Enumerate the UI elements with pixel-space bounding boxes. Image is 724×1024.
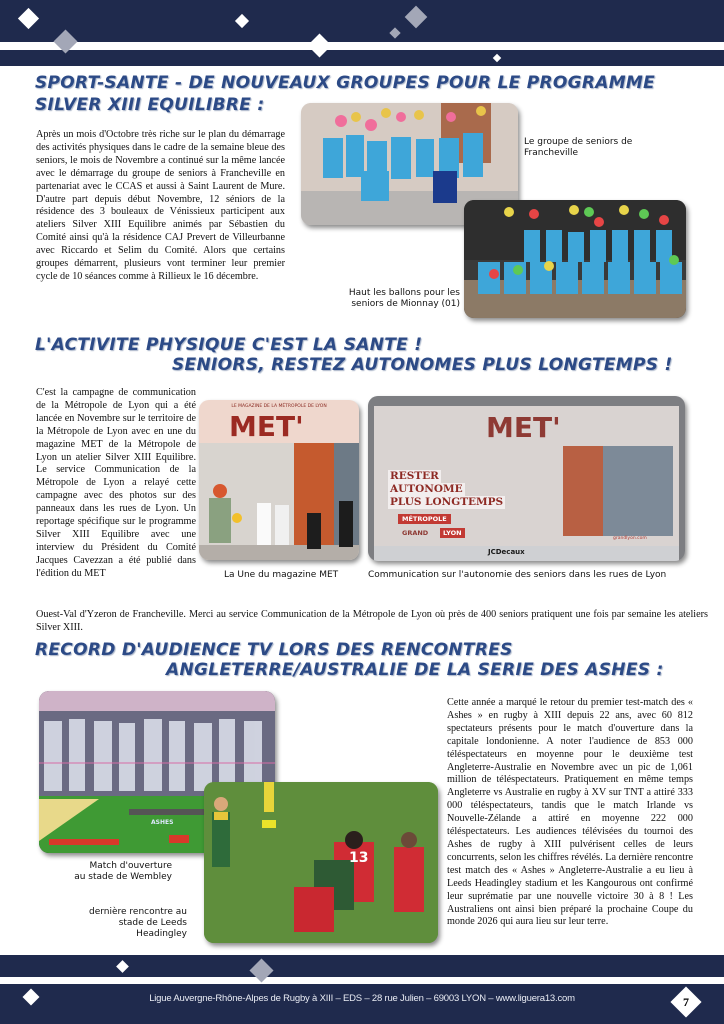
met-magazine-cover (199, 400, 359, 560)
player-jersey-number: 13 (349, 850, 369, 866)
slogan-line: PLUS LONGTEMPS (390, 496, 504, 508)
footer-band-top (0, 955, 724, 977)
header-band-top (0, 0, 724, 42)
header-band-bottom (0, 50, 724, 66)
magazine-logo: MET' (229, 410, 304, 443)
photo-caption: Communication sur l'autonomie des seniors dans les rues de Lyon (368, 570, 667, 580)
climbing-wall-illustration (199, 443, 359, 560)
billboard-photo (368, 396, 685, 561)
billboard-logo: MET' (486, 411, 561, 444)
footer-band-bottom (0, 984, 724, 1024)
slogan-line: AUTONOME (390, 483, 463, 495)
caption-line: seniors de Mionnay (01) (351, 299, 460, 309)
caption-line: Headingley (136, 929, 187, 939)
footer-address: Ligue Auvergne-Rhône-Alpes de Rugby à XIII – EDS – 28 rue Julien – 69003 LYON – www.liguera13.com (149, 993, 575, 1004)
section-title: RECORD D'AUDIENCE TV LORS DES RENCONTRES (35, 640, 513, 660)
section-title-line2: ANGLETERRE/AUSTRALIE DE LA SERIE DES ASHES : (166, 660, 664, 680)
page-header-banner (0, 0, 724, 66)
caption-line: Le groupe de seniors de (524, 137, 633, 147)
page-number-badge (670, 986, 701, 1017)
caption-line: Francheville (524, 148, 578, 158)
billboard-url: grandlyon.com (613, 536, 647, 541)
photo-caption: La Une du magazine MET (224, 570, 339, 580)
jcdecaux-logo: JCDecaux (488, 548, 525, 556)
photo-caption (336, 288, 460, 310)
caption-line: stade de Leeds (118, 918, 187, 928)
article-body: Après un mois d'Octobre très riche sur le plan du démarrage des activités physiques dans le cadre de la semaine bleue des seniors, le mois de Novembre a continué sur la même lancée avec le démarrage du groupe de seniors à Francheville en partenariat avec le CCAS et aussi à Saint Laurent de Mure. D'autre part depuis début Novembre, 12 séniors de la résidence des 3 bouleaux de Vénissieux participent aux ateliers Silver XIII Equilibre animés par Sébastien du Comité ainsi qu'à la résidence CAJ Prevert de Villeurbanne avec Riccardo et Selim du Comité. Alors que certains groupes démarrent, plusieurs vont terminer leur premier cycle de 10 séances comme à Rillieux le 16 décembre. (36, 129, 285, 282)
caption-line: Match d'ouverture (89, 861, 172, 871)
section-title: L'ACTIVITE PHYSIQUE C'EST LA SANTE ! (35, 335, 423, 355)
photo-caption (68, 861, 172, 883)
billboard-brand-grand: GRAND (402, 529, 429, 537)
page-number: 7 (683, 994, 689, 1009)
group-photo-illustration (464, 200, 686, 318)
section-title: SPORT-SANTE - DE NOUVEAUX GROUPES POUR LE PROGRAMME (35, 73, 656, 93)
rugby-match-illustration (204, 782, 438, 943)
section-title-line2: SENIORS, RESTEZ AUTONOMES PLUS LONGTEMPS ! (172, 355, 673, 375)
billboard-brand: MÉTROPOLE (398, 514, 451, 524)
photo-caption (524, 137, 632, 159)
photo-caption (60, 907, 187, 940)
billboard-slogan (388, 470, 505, 509)
mionnay-group-photo (464, 200, 686, 318)
caption-line: au stade de Wembley (74, 872, 172, 882)
article-body: C'est la campagne de communication de la Métropole de Lyon qui a été lancée en Novembre sur le territoire de la Métropole de Lyon avec en une du magazine MET de la Métropole de Lyon un atelier Silver XIII Equilibre. Le service Communication de la Métropole de Lyon a relayé cette campagne avec des photos sur des panneaux dans les rues de Lyon. Un reportage spécifique sur le programme Silver XIII Equilibre avec une interview du Président du Comité Jacques Cavezzan a été publié dans l'édition du MET (36, 387, 196, 579)
header-stripe (0, 42, 724, 50)
page-footer (0, 955, 724, 1024)
article-body: Cette année a marqué le retour du premier test-match des « Ashes » en rugby à XIII depuis 22 ans, avec 60 812 spectateurs présents pour le match d'ouverture dans la capitale londonienne. A noter l'audience de 853 000 téléspectateurs en moyenne pour le deuxième test Angleterre-Australie en Novembre avec un pic de 1,061 million de téléspectateurs. Pratiquement en même temps Angleterre vs Australie en rugby à XV sur TNT a attiré 333 000 téléspectateurs, tandis que le match Irlande vs Nouvelle-Zélande a attiré en moyenne 222 000 téléspectateurs. Les audiences télévisées du tournoi des Ashes de rugby à XIII pulvérisent celles de leurs concurrents, selon les chiffres révélés. La dernière rencontre test match des « Ashes » Angleterre-Australie a eu lieu à Leeds Headingley stadium et les Kangourous ont confirmé leur suprématie par une nouvelle victoire 30 à 8 ! Les Australiens ont ainsi bien préparé la prochaine Coupe du monde 2026 qui aura lieu sur leur terre. (447, 697, 693, 928)
magazine-subtitle: LE MAGAZINE DE LA MÉTROPOLE DE LYON (231, 404, 327, 409)
billboard-brand-lyon: LYON (440, 528, 465, 538)
article-body-continued: Ouest-Val d'Yzeron de Francheville. Merci au service Communication de la Métropole de Lyon où près de 400 seniors pratiquent une fois par semaine les ateliers Silver XIII. (36, 609, 708, 633)
caption-line: Haut les ballons pour les (348, 288, 460, 298)
caption-line: dernière rencontre au (89, 907, 187, 917)
section-title-line2: SILVER XIII EQUILIBRE : (35, 95, 265, 115)
slogan-line: RESTER (390, 470, 439, 482)
leeds-match-photo (204, 782, 438, 943)
stadium-banner: ASHES (151, 819, 174, 826)
footer-stripe (0, 977, 724, 984)
